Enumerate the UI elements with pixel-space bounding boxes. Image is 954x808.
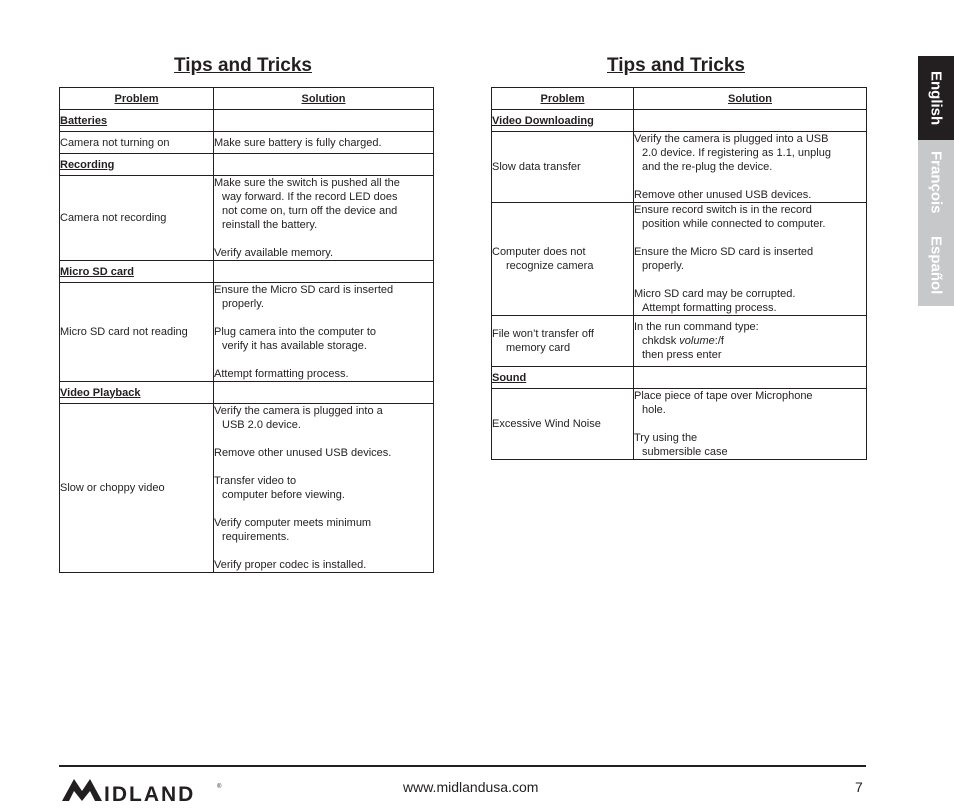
solution-text: properly. xyxy=(222,298,264,310)
category-empty-cell xyxy=(634,367,867,389)
table-row xyxy=(60,283,434,382)
table-row xyxy=(492,132,867,203)
solution-text: properly. xyxy=(642,260,684,272)
language-tab-label: Español xyxy=(927,235,945,295)
solution-text: reinstall the battery. xyxy=(222,219,318,231)
command-suffix: :/f xyxy=(714,335,724,347)
solution-text: submersible case xyxy=(642,446,728,458)
solution-text: not come on, turn off the device and xyxy=(222,205,398,217)
left-page-title: Tips and Tricks xyxy=(174,55,312,76)
solution-text: Attempt formatting process. xyxy=(214,368,349,380)
category-empty-cell xyxy=(214,110,434,132)
paragraph-gap xyxy=(214,432,433,446)
category-label: Batteries xyxy=(60,110,214,132)
solution-text: 2.0 device. If registering as 1.1, unplug xyxy=(642,147,831,159)
solution-text: verify it has available storage. xyxy=(222,340,367,352)
paragraph-gap xyxy=(214,502,433,516)
solution-text: then press enter xyxy=(642,349,722,361)
solution-text: Remove other unused USB devices. xyxy=(634,189,812,201)
solution-cell xyxy=(634,389,867,460)
solution-text: Verify available memory. xyxy=(214,247,334,259)
solution-text: Remove other unused USB devices. xyxy=(214,447,392,459)
language-tab-espanol[interactable] xyxy=(928,224,945,306)
solution-text: Micro SD card may be corrupted. xyxy=(634,288,796,300)
table-row xyxy=(492,316,867,367)
command-line xyxy=(634,334,866,348)
paragraph-gap xyxy=(634,273,866,287)
category-row xyxy=(60,110,434,132)
problem-cell xyxy=(60,283,214,382)
solution-text: position while connected to computer. xyxy=(642,218,826,230)
category-row xyxy=(492,110,867,132)
category-row xyxy=(60,382,434,404)
solution-cell xyxy=(214,283,434,382)
solution-column-header: Solution xyxy=(214,88,434,110)
category-empty-cell xyxy=(214,382,434,404)
problem-text: File won’t transfer off xyxy=(492,328,594,340)
solution-text: hole. xyxy=(642,404,666,416)
solution-text: Verify the camera is plugged into a xyxy=(214,405,383,417)
paragraph-gap xyxy=(214,460,433,474)
solution-text: Place piece of tape over Microphone xyxy=(634,390,813,402)
category-empty-cell xyxy=(214,261,434,283)
solution-text: Verify proper codec is installed. xyxy=(214,559,367,571)
table-row xyxy=(60,176,434,261)
solution-text: Transfer video to xyxy=(214,475,297,487)
language-tab-english[interactable] xyxy=(918,56,954,140)
solution-cell xyxy=(634,203,867,316)
problem-cell xyxy=(492,132,634,203)
solution-cell xyxy=(634,316,867,367)
registered-mark: ® xyxy=(217,784,222,790)
command-variable: volume xyxy=(679,335,715,347)
problem-text: Computer does not xyxy=(492,246,586,258)
solution-text: Make sure the switch is pushed all the xyxy=(214,177,400,189)
problem-cell xyxy=(492,316,634,367)
table-header-row xyxy=(492,88,867,110)
logo-wordmark: IDLAND xyxy=(104,783,196,803)
paragraph-gap xyxy=(634,174,866,188)
solution-cell xyxy=(214,404,434,573)
problem-column-header: Problem xyxy=(60,88,214,110)
solution-text: Plug camera into the computer to xyxy=(214,326,377,338)
category-row xyxy=(60,154,434,176)
problem-text: Excessive Wind Noise xyxy=(492,418,601,430)
language-tab-francois[interactable] xyxy=(928,140,945,224)
paragraph-gap xyxy=(634,231,866,245)
language-tab-label: English xyxy=(927,70,945,126)
category-row xyxy=(60,261,434,283)
solution-text: and the re-plug the device. xyxy=(642,161,773,173)
problem-text: Camera not turning on xyxy=(60,136,170,149)
paragraph-gap xyxy=(634,417,866,431)
problem-cell xyxy=(60,404,214,573)
problem-text: Slow or choppy video xyxy=(60,482,165,494)
problem-cell xyxy=(60,132,214,154)
problem-text: recognize camera xyxy=(506,260,594,272)
category-empty-cell xyxy=(634,110,867,132)
solution-text: requirements. xyxy=(222,531,290,543)
solution-cell xyxy=(634,132,867,203)
command-text: chkdsk xyxy=(642,335,680,347)
right-page-title: Tips and Tricks xyxy=(607,55,745,76)
solution-text: computer before viewing. xyxy=(222,489,345,501)
problem-cell xyxy=(492,203,634,316)
table-header-row xyxy=(60,88,434,110)
solution-cell xyxy=(214,132,434,154)
solution-text: Ensure the Micro SD card is inserted xyxy=(634,246,814,258)
solution-text: Make sure battery is fully charged. xyxy=(214,136,382,149)
category-row xyxy=(492,367,867,389)
solution-text: USB 2.0 device. xyxy=(222,419,301,431)
paragraph-gap xyxy=(214,232,433,246)
category-label: Micro SD card xyxy=(60,261,214,283)
midland-logo-icon xyxy=(60,775,224,803)
problem-text: Micro SD card not reading xyxy=(60,326,188,338)
paragraph-gap xyxy=(214,353,433,367)
problem-text: Camera not recording xyxy=(60,212,167,224)
category-label: Video Playback xyxy=(60,382,214,404)
left-tips-table xyxy=(59,87,434,573)
solution-text: way forward. If the record LED does xyxy=(222,191,398,203)
paragraph-gap xyxy=(214,311,433,325)
table-row xyxy=(60,132,434,154)
problem-text: Slow data transfer xyxy=(492,161,581,173)
problem-column-header: Problem xyxy=(492,88,634,110)
solution-text: Ensure record switch is in the record xyxy=(634,204,812,216)
category-empty-cell xyxy=(214,154,434,176)
table-row xyxy=(60,404,434,573)
solution-text: Verify computer meets minimum xyxy=(214,517,372,529)
footer-divider xyxy=(59,765,866,767)
midland-logo xyxy=(60,775,224,808)
problem-cell xyxy=(60,176,214,261)
solution-text: Try using the xyxy=(634,432,698,444)
problem-text: memory card xyxy=(506,342,571,354)
paragraph-gap xyxy=(214,544,433,558)
page-number: 7 xyxy=(855,779,863,795)
solution-cell xyxy=(214,176,434,261)
solution-text: Ensure the Micro SD card is inserted xyxy=(214,284,394,296)
solution-text: Attempt formatting process. xyxy=(642,302,777,314)
solution-text: In the run command type: xyxy=(634,321,759,333)
language-tabs-other xyxy=(918,140,954,306)
right-tips-table xyxy=(491,87,867,460)
language-tab-label: François xyxy=(927,150,945,214)
solution-column-header: Solution xyxy=(634,88,867,110)
category-label: Video Downloading xyxy=(492,110,634,132)
solution-text: Verify the camera is plugged into a USB xyxy=(634,133,829,145)
table-row xyxy=(492,389,867,460)
category-label: Recording xyxy=(60,154,214,176)
category-label: Sound xyxy=(492,367,634,389)
problem-cell xyxy=(492,389,634,460)
footer-website: www.midlandusa.com xyxy=(403,779,539,795)
table-row xyxy=(492,203,867,316)
